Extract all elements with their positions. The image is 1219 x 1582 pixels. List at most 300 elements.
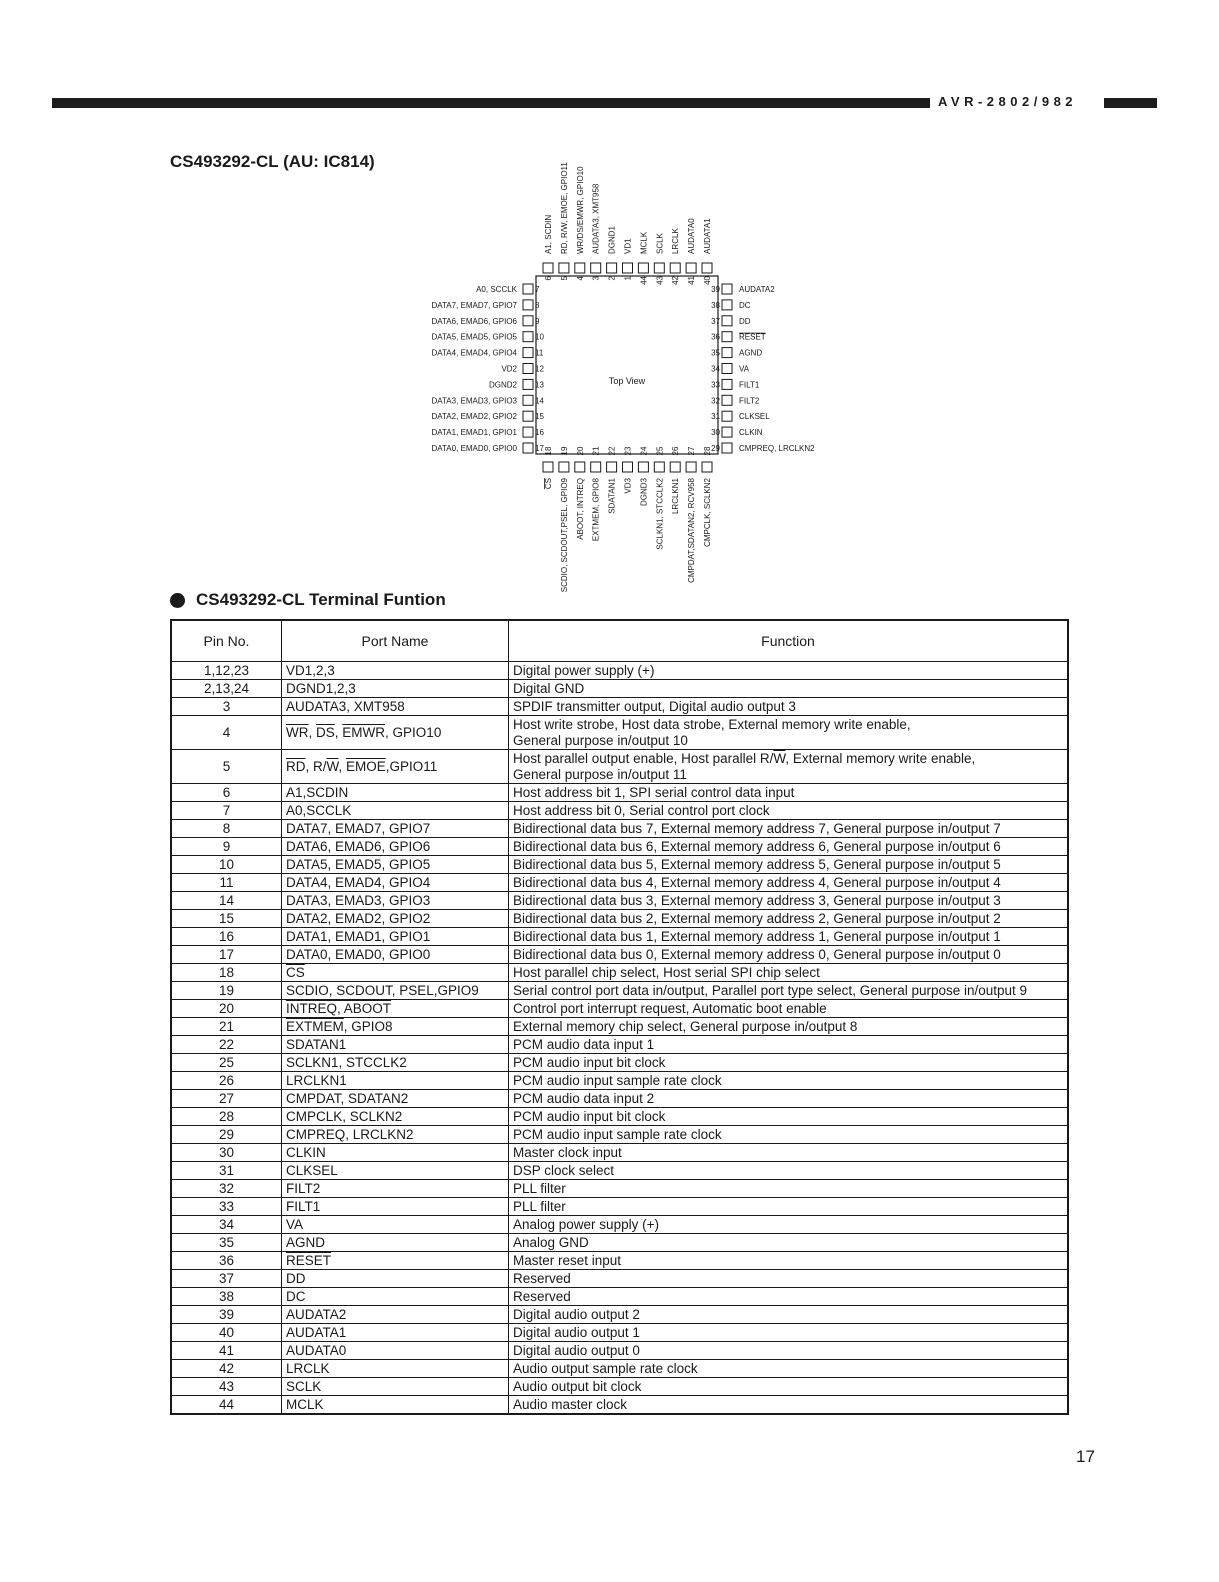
cell-port-name: DD: [282, 1270, 509, 1288]
cell-function: Master reset input: [509, 1252, 1069, 1270]
cell-port-name: [282, 716, 509, 750]
table-row: [171, 1072, 1068, 1090]
pin-label-38: DC: [739, 300, 751, 310]
table-row: [171, 1396, 1068, 1415]
pin-box-24: [638, 462, 648, 472]
cell-function: Bidirectional data bus 1, External memory address 1, General purpose in/output 1: [509, 928, 1069, 946]
pin-box-25: [654, 462, 664, 472]
pin-label-23: VD3: [623, 478, 633, 494]
pin-label-5: RD, R/W, EMOE, GPIO11: [559, 162, 569, 254]
cell-function: Bidirectional data bus 3, External memory address 3, General purpose in/output 3: [509, 892, 1069, 910]
pin-box-32: [722, 395, 732, 405]
chip-title: CS493292-CL (AU: IC814): [170, 152, 375, 171]
table-row: [171, 1108, 1068, 1126]
cell-function: Bidirectional data bus 5, External memory address 5, General purpose in/output 5: [509, 856, 1069, 874]
cell-pin-no: 27: [171, 1090, 282, 1108]
cell-function: DSP clock select: [509, 1162, 1069, 1180]
cell-function: Bidirectional data bus 4, External memory address 4, General purpose in/output 4: [509, 874, 1069, 892]
cell-function: Analog power supply (+): [509, 1216, 1069, 1234]
cell-pin-no: 14: [171, 892, 282, 910]
cell-function: Bidirectional data bus 7, External memory address 7, General purpose in/output 7: [509, 820, 1069, 838]
header-pin-no: Pin No.: [171, 620, 282, 662]
cell-port-name: AUDATA1: [282, 1324, 509, 1342]
cell-function: Bidirectional data bus 0, External memory address 0, General purpose in/output 0: [509, 946, 1069, 964]
pin-number-22: 22: [607, 446, 617, 456]
table-body: [171, 662, 1068, 1415]
pin-box-4: [575, 263, 585, 273]
cell-port-name: CMPREQ, LRCLKN2: [282, 1126, 509, 1144]
cell-pin-no: 9: [171, 838, 282, 856]
cell-pin-no: 31: [171, 1162, 282, 1180]
pin-number-43: 43: [655, 276, 665, 285]
pin-box-10: [523, 332, 533, 342]
cell-function: PLL filter: [509, 1198, 1069, 1216]
pin-number-10: 10: [535, 332, 544, 342]
pin-box-23: [623, 462, 633, 472]
table-row: [171, 1342, 1068, 1360]
cell-pin-no: 1,12,23: [171, 662, 282, 680]
cell-pin-no: 3: [171, 698, 282, 716]
pin-number-30: 30: [711, 428, 720, 438]
cell-function: Digital audio output 1: [509, 1324, 1069, 1342]
pin-box-8: [523, 300, 533, 310]
cell-function: Reserved: [509, 1288, 1069, 1306]
cell-port-name: AUDATA0: [282, 1342, 509, 1360]
pin-number-5: 5: [559, 276, 569, 281]
pin-box-30: [722, 427, 732, 437]
pin-box-2: [607, 263, 617, 273]
cell-function: Digital audio output 0: [509, 1342, 1069, 1360]
cell-function: Host address bit 0, Serial control port clock: [509, 802, 1069, 820]
table-row: [171, 1018, 1068, 1036]
cell-port-name: CMPCLK, SCLKN2: [282, 1108, 509, 1126]
pin-box-28: [702, 462, 712, 472]
cell-port-name: DATA0, EMAD0, GPIO0: [282, 946, 509, 964]
pin-label-2: DGND1: [607, 225, 617, 254]
table-row: [171, 1252, 1068, 1270]
pin-box-31: [722, 411, 732, 421]
pin-box-43: [654, 263, 664, 273]
page-number: 17: [1076, 1447, 1095, 1466]
cell-pin-no: 8: [171, 820, 282, 838]
pin-label-22: SDATAN1: [607, 478, 617, 514]
pin-label-14: DATA3, EMAD3, GPIO3: [431, 396, 517, 406]
port-text: ,: [334, 725, 343, 740]
cell-function: PCM audio input bit clock: [509, 1108, 1069, 1126]
active-low-signal: INTREQ, ABOOT: [286, 1001, 392, 1016]
cell-pin-no: 11: [171, 874, 282, 892]
port-text: , GPIO10: [385, 725, 442, 740]
active-low-signal: $\overline{RD}$: [286, 759, 306, 774]
pin-number-9: 9: [535, 316, 540, 326]
pin-box-1: [623, 263, 633, 273]
pin-box-17: [523, 443, 533, 453]
active-low-signal: $\overline{W}$: [326, 759, 339, 774]
header-model-title: AVR-2802/982: [938, 94, 1078, 109]
cell-port-name: DATA4, EMAD4, GPIO4: [282, 874, 509, 892]
pin-label-28: CMPCLK, SCLKN2: [703, 478, 712, 547]
cell-pin-no: 19: [171, 982, 282, 1000]
table-row: [171, 1324, 1068, 1342]
pin-number-24: 24: [639, 446, 649, 456]
pin-label-43: SCLK: [655, 233, 665, 254]
cell-pin-no: 40: [171, 1324, 282, 1342]
cell-function: Host address bit 1, SPI serial control data input: [509, 784, 1069, 802]
table-row: [171, 910, 1068, 928]
pin-number-38: 38: [711, 300, 720, 310]
table-header-row: [171, 620, 1068, 662]
table-row: [171, 982, 1068, 1000]
active-low-signal: RESET: [286, 1253, 332, 1268]
cell-port-name: A0,SCCLK: [282, 802, 509, 820]
pin-number-36: 36: [711, 332, 720, 342]
cell-port-name: FILT1: [282, 1198, 509, 1216]
table-row: [171, 1360, 1068, 1378]
section-heading-text: CS493292-CL Terminal Funtion: [196, 590, 446, 609]
top-view-label: Top View: [608, 376, 646, 386]
pin-label-24: DGND3: [639, 478, 649, 507]
pin-number-42: 42: [671, 276, 681, 285]
pin-label-1: VD1: [623, 238, 633, 254]
cell-pin-no: 37: [171, 1270, 282, 1288]
pin-label-37: DD: [739, 316, 751, 326]
cell-pin-no: 26: [171, 1072, 282, 1090]
pin-label-32: FILT2: [739, 396, 760, 406]
pin-number-23: 23: [623, 446, 633, 456]
pin-box-26: [670, 462, 680, 472]
pin-label-8: DATA7, EMAD7, GPIO7: [431, 300, 517, 310]
cell-port-name: VD1,2,3: [282, 662, 509, 680]
pin-number-21: 21: [591, 446, 601, 456]
pin-number-41: 41: [687, 276, 697, 285]
cell-pin-no: 35: [171, 1234, 282, 1252]
table-row: [171, 1090, 1068, 1108]
cell-function: External memory chip select, General purpose in/output 8: [509, 1018, 1069, 1036]
pin-box-27: [686, 462, 696, 472]
pin-box-21: [591, 462, 601, 472]
cell-pin-no: 41: [171, 1342, 282, 1360]
pin-box-19: [559, 462, 569, 472]
pin-box-12: [523, 364, 533, 374]
pin-label-10: DATA5, EMAD5, GPIO5: [431, 332, 517, 342]
function-line: General purpose in/output 11: [513, 767, 687, 782]
pin-label-3: AUDATA3, XMT958: [591, 183, 601, 254]
table-row: [171, 1162, 1068, 1180]
pin-box-3: [591, 263, 601, 273]
active-low-signal: EMWR: [342, 725, 386, 740]
cell-port-name: LRCLK: [282, 1360, 509, 1378]
pin-box-33: [722, 379, 732, 389]
table-row: [171, 716, 1068, 750]
active-low-signal: $\overline{CS}$: [286, 965, 305, 980]
table-row: [171, 784, 1068, 802]
active-low-signal: $\overline{WR}$: [286, 725, 309, 740]
cell-port-name: DATA7, EMAD7, GPIO7: [282, 820, 509, 838]
active-low-signal: $\overline{W}$: [773, 751, 786, 766]
cell-pin-no: 15: [171, 910, 282, 928]
pin-box-11: [523, 348, 533, 358]
bullet-icon: [170, 593, 185, 608]
pin-number-14: 14: [535, 396, 544, 406]
cell-pin-no: 36: [171, 1252, 282, 1270]
pin-label-19: SCDIO, SCDOUT,PSEL, GPIO9: [559, 478, 569, 593]
port-text: ,: [308, 725, 317, 740]
pin-number-4: 4: [575, 276, 585, 281]
cell-function: Audio output bit clock: [509, 1378, 1069, 1396]
active-low-signal: EXTMEM: [286, 1019, 344, 1034]
terminal-function-table: [170, 619, 1069, 1415]
cell-port-name: CLKIN: [282, 1144, 509, 1162]
table-row: [171, 698, 1068, 716]
cell-pin-no: 18: [171, 964, 282, 982]
table-row: [171, 1180, 1068, 1198]
cell-pin-no: 17: [171, 946, 282, 964]
pin-label-31: CLKSEL: [739, 412, 770, 422]
pin-box-6: [543, 263, 553, 273]
table-row: [171, 1054, 1068, 1072]
cell-port-name: AUDATA2: [282, 1306, 509, 1324]
table-row: [171, 820, 1068, 838]
pin-box-36: [722, 332, 732, 342]
table-row: [171, 1036, 1068, 1054]
function-text: , External memory write enable,: [785, 751, 976, 766]
pin-box-37: [722, 316, 732, 326]
cell-function: Bidirectional data bus 2, External memory address 2, General purpose in/output 2: [509, 910, 1069, 928]
pin-box-42: [670, 263, 680, 273]
table-row: [171, 1306, 1068, 1324]
cell-function: PCM audio input sample rate clock: [509, 1126, 1069, 1144]
table-row: [171, 874, 1068, 892]
pin-label-6: A1, SCDIN: [544, 214, 553, 254]
pin-number-44: 44: [639, 276, 649, 285]
pin-box-40: [702, 263, 712, 273]
cell-pin-no: 43: [171, 1378, 282, 1396]
table-row: [171, 838, 1068, 856]
cell-function: Bidirectional data bus 6, External memory address 6, General purpose in/output 6: [509, 838, 1069, 856]
pin-box-44: [638, 263, 648, 273]
table-row: [171, 750, 1068, 784]
cell-port-name: AGND: [282, 1234, 509, 1252]
cell-port-name: AUDATA3, XMT958: [282, 698, 509, 716]
cell-pin-no: 16: [171, 928, 282, 946]
pin-box-15: [523, 411, 533, 421]
cell-port-name: SDATAN1: [282, 1036, 509, 1054]
cell-port-name: DATA1, EMAD1, GPIO1: [282, 928, 509, 946]
table-row: [171, 946, 1068, 964]
pin-number-11: 11: [535, 348, 544, 358]
pin-label-44: MCLK: [639, 231, 649, 254]
pin-number-8: 8: [535, 300, 540, 310]
pin-number-6: 6: [544, 276, 553, 281]
pin-number-27: 27: [687, 446, 697, 456]
cell-port-name: MCLK: [282, 1396, 509, 1415]
cell-pin-no: 21: [171, 1018, 282, 1036]
section-heading: [170, 590, 446, 610]
pin-box-29: [722, 443, 732, 453]
cell-pin-no: 5: [171, 750, 282, 784]
table-row: [171, 892, 1068, 910]
table-row: [171, 1000, 1068, 1018]
pin-number-3: 3: [591, 276, 601, 281]
function-line: General purpose in/output 10: [513, 733, 688, 748]
cell-function: SPDIF transmitter output, Digital audio output 3: [509, 698, 1069, 716]
cell-function: Digital audio output 2: [509, 1306, 1069, 1324]
pin-box-7: [523, 284, 533, 294]
pinout-diagram: [0, 0, 1219, 610]
cell-port-name: DATA6, EMAD6, GPIO6: [282, 838, 509, 856]
pin-box-34: [722, 364, 732, 374]
pin-box-5: [559, 263, 569, 273]
table-row: [171, 1216, 1068, 1234]
pin-box-39: [722, 284, 732, 294]
cell-port-name: [282, 964, 509, 982]
cell-pin-no: 7: [171, 802, 282, 820]
pin-number-2: 2: [607, 276, 617, 281]
cell-port-name: FILT2: [282, 1180, 509, 1198]
cell-pin-no: 4: [171, 716, 282, 750]
pin-number-31: 31: [711, 412, 720, 422]
cell-pin-no: 28: [171, 1108, 282, 1126]
table-row: [171, 662, 1068, 680]
pin-label-40: AUDATA1: [703, 218, 712, 254]
function-text: Host parallel output enable, Host parallel R/: [513, 751, 774, 766]
pin-label-34: VA: [739, 364, 750, 374]
cell-pin-no: 25: [171, 1054, 282, 1072]
pin-box-9: [523, 316, 533, 326]
table-row: [171, 1288, 1068, 1306]
pin-number-16: 16: [535, 428, 544, 438]
cell-port-name: [282, 1252, 509, 1270]
pin-box-41: [686, 263, 696, 273]
pin-box-16: [523, 427, 533, 437]
cell-pin-no: 10: [171, 856, 282, 874]
cell-function: Reserved: [509, 1270, 1069, 1288]
cell-function: Serial control port data in/output, Parallel port type select, General purpose in/output 9: [509, 982, 1069, 1000]
port-text: , GPIO8: [343, 1019, 393, 1034]
cell-function: PCM audio data input 1: [509, 1036, 1069, 1054]
pin-label-7: A0, SCCLK: [476, 285, 517, 294]
cell-pin-no: 22: [171, 1036, 282, 1054]
pin-label-21: EXTMEM, GPIO8: [591, 478, 601, 542]
pin-number-1: 1: [623, 276, 633, 281]
active-low-signal: EMOE: [346, 759, 386, 774]
pin-label-39: AUDATA2: [739, 285, 775, 294]
cell-function: Digital power supply (+): [509, 662, 1069, 680]
cell-port-name: DATA5, EMAD5, GPIO5: [282, 856, 509, 874]
pin-number-17: 17: [535, 444, 544, 453]
cell-port-name: SCLKN1, STCCLK2: [282, 1054, 509, 1072]
cell-function: Analog GND: [509, 1234, 1069, 1252]
cell-pin-no: 29: [171, 1126, 282, 1144]
pin-number-40: 40: [703, 276, 712, 285]
active-low-signal: $\overline{DS}$: [316, 725, 335, 740]
pin-label-17: DATA0, EMAD0, GPIO0: [431, 444, 517, 453]
pin-label-29: CMPREQ, LRCLKN2: [739, 444, 815, 453]
pin-number-33: 33: [711, 380, 720, 390]
pin-number-12: 12: [535, 364, 544, 374]
pin-box-14: [523, 395, 533, 405]
pin-label-18: CS: [544, 478, 553, 490]
cell-port-name: LRCLKN1: [282, 1072, 509, 1090]
cell-pin-no: 6: [171, 784, 282, 802]
cell-pin-no: 32: [171, 1180, 282, 1198]
cell-port-name: DATA2, EMAD2, GPIO2: [282, 910, 509, 928]
cell-function: PCM audio input bit clock: [509, 1054, 1069, 1072]
cell-pin-no: 34: [171, 1216, 282, 1234]
pin-number-32: 32: [711, 396, 720, 406]
pin-label-25: SCLKN1, STCCLK2: [655, 478, 665, 550]
cell-port-name: [282, 750, 509, 784]
table-row: [171, 856, 1068, 874]
cell-function: Audio master clock: [509, 1396, 1069, 1415]
pin-number-29: 29: [711, 444, 720, 453]
cell-pin-no: 33: [171, 1198, 282, 1216]
cell-pin-no: 39: [171, 1306, 282, 1324]
cell-function: PCM audio input sample rate clock: [509, 1072, 1069, 1090]
pin-number-20: 20: [575, 446, 585, 456]
cell-port-name: DC: [282, 1288, 509, 1306]
table-row: [171, 1198, 1068, 1216]
cell-pin-no: 42: [171, 1360, 282, 1378]
cell-pin-no: 2,13,24: [171, 680, 282, 698]
cell-port-name: CLKSEL: [282, 1162, 509, 1180]
pin-label-27: CMPDAT,SDATAN2, RCV958: [687, 478, 697, 583]
pin-label-41: AUDATA0: [687, 218, 697, 254]
cell-function: Host parallel chip select, Host serial SPI chip select: [509, 964, 1069, 982]
cell-port-name: CMPDAT, SDATAN2: [282, 1090, 509, 1108]
port-text: ,GPIO11: [385, 759, 438, 774]
pin-label-20: ABOOT, INTREQ: [575, 478, 585, 540]
cell-function: Control port interrupt request, Automatic boot enable: [509, 1000, 1069, 1018]
pin-number-19: 19: [559, 446, 569, 456]
pin-box-22: [607, 462, 617, 472]
cell-pin-no: 44: [171, 1396, 282, 1415]
chip-body: [536, 276, 718, 454]
function-line: Host write strobe, Host data strobe, External memory write enable,: [513, 717, 911, 732]
cell-function: PCM audio data input 2: [509, 1090, 1069, 1108]
cell-function: Audio output sample rate clock: [509, 1360, 1069, 1378]
table-row: [171, 680, 1068, 698]
cell-port-name: DATA3, EMAD3, GPIO3: [282, 892, 509, 910]
cell-port-name: SCLK: [282, 1378, 509, 1396]
pin-label-16: DATA1, EMAD1, GPIO1: [431, 428, 517, 438]
table-row: [171, 1234, 1068, 1252]
pin-label-35: AGND: [739, 348, 763, 358]
pin-label-12: VD2: [501, 364, 517, 374]
pin-number-15: 15: [535, 412, 544, 422]
pin-number-35: 35: [711, 348, 720, 358]
cell-port-name: [282, 1018, 509, 1036]
pin-box-35: [722, 348, 732, 358]
pin-label-42: LRCLK: [671, 228, 681, 254]
cell-function: Digital GND: [509, 680, 1069, 698]
table-row: [171, 1270, 1068, 1288]
pin-number-37: 37: [711, 316, 720, 326]
cell-port-name: DGND1,2,3: [282, 680, 509, 698]
table-row: [171, 928, 1068, 946]
pin-number-18: 18: [544, 446, 553, 456]
pin-label-13: DGND2: [488, 380, 517, 390]
cell-port-name: SCDIO, SCDOUT, PSEL,GPIO9: [282, 982, 509, 1000]
table-row: [171, 964, 1068, 982]
pin-label-30: CLKIN: [739, 428, 763, 438]
table-row: [171, 1144, 1068, 1162]
pin-label-4: WR/DS/EMWR, GPIO10: [575, 166, 585, 254]
pin-box-18: [543, 462, 553, 472]
cell-function: Master clock input: [509, 1144, 1069, 1162]
cell-port-name: A1,SCDIN: [282, 784, 509, 802]
port-text: ,: [338, 759, 347, 774]
